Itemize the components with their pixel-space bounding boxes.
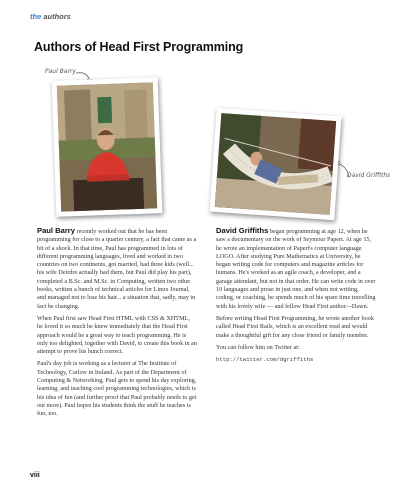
david-griffiths-bio: [216, 227, 376, 368]
running-head-rest: authors: [41, 12, 71, 21]
paul-bio-paragraph-2: When Paul first saw Head First HTML with CSS & XHTML, he loved it so much he knew immediately that the Head First approach would be a great way to teach programming. He is only too delighted, together with David, to create this book in an attempt to prove his hunch correct.: [37, 314, 197, 356]
david-bio-paragraph-1: [216, 227, 376, 311]
paul-barry-photo: [52, 77, 163, 217]
running-head: [30, 12, 71, 21]
paul-barry-bio: [37, 227, 197, 423]
page-title: Authors of Head First Programming: [34, 40, 244, 54]
david-photo-label: David Griffiths: [347, 172, 391, 179]
paul-bio-lead: Paul Barry: [37, 226, 75, 235]
twitter-url: http://twitter.com/dgriffiths: [216, 356, 314, 364]
paul-bio-text-1: recently worked out that he has been programming for close to a quarter century, a fact that came as a bit of a shock. In that time, Paul has programmed in lots of different programming languages, lived and worked in two countries on two continents, got married, had three kids (well... his wife Deirdre actually had them, but Paul did play his part), completed a B.Sc. and M.Sc. in Computing, written two other books, written a bunch of technical articles for Linux Journal, and managed not to lose his hair... a situation that, sadly, may in fact be changing.: [37, 228, 197, 310]
david-griffiths-photo: [210, 108, 342, 220]
david-bio-paragraph-3: You can follow him on Twitter at:: [216, 343, 300, 351]
david-bio-text-1: began programming at age 12, when he saw a documentary on the work of Seymour Papert. At age 15, he wrote an implementation of Papert's computer language LOGO. After studying Pure Mathematics at University, he began writing code for computers and magazine articles for humans. He's worked as an agile coach, a developer, and a garage attendant, but not in that order. He can write code in over 10 languages and prose in just one, and when not writing, coding, or coaching, he spends much of his spare time travelling with his lovely wife — and fellow Head First author—Dawn.: [216, 228, 376, 310]
david-bio-paragraph-2: Before writing Head First Programming, he wrote another book called Head First Rails, which is an excellent read and would make a thoughtful gift for any close friend or family member.: [216, 314, 374, 339]
running-head-the: the: [30, 12, 42, 21]
paul-photo-label: Paul Barry: [45, 68, 76, 75]
paul-bio-paragraph-1: [37, 227, 197, 311]
paul-bio-paragraph-3: Paul's day job is working as a lecturer at The Institute of Technology, Carlow in Ireland. As part of the Department of Computing & Networking, Paul gets to spend his day exploring, learning, and teaching cool programming technologies, which is his idea of fun (and further proof that Paul probably needs to get out more). Paul hopes his students think the stuff he teaches is fun, too.: [37, 360, 197, 418]
page-number: viii: [30, 472, 40, 479]
david-bio-lead: David Griffiths: [216, 226, 269, 235]
